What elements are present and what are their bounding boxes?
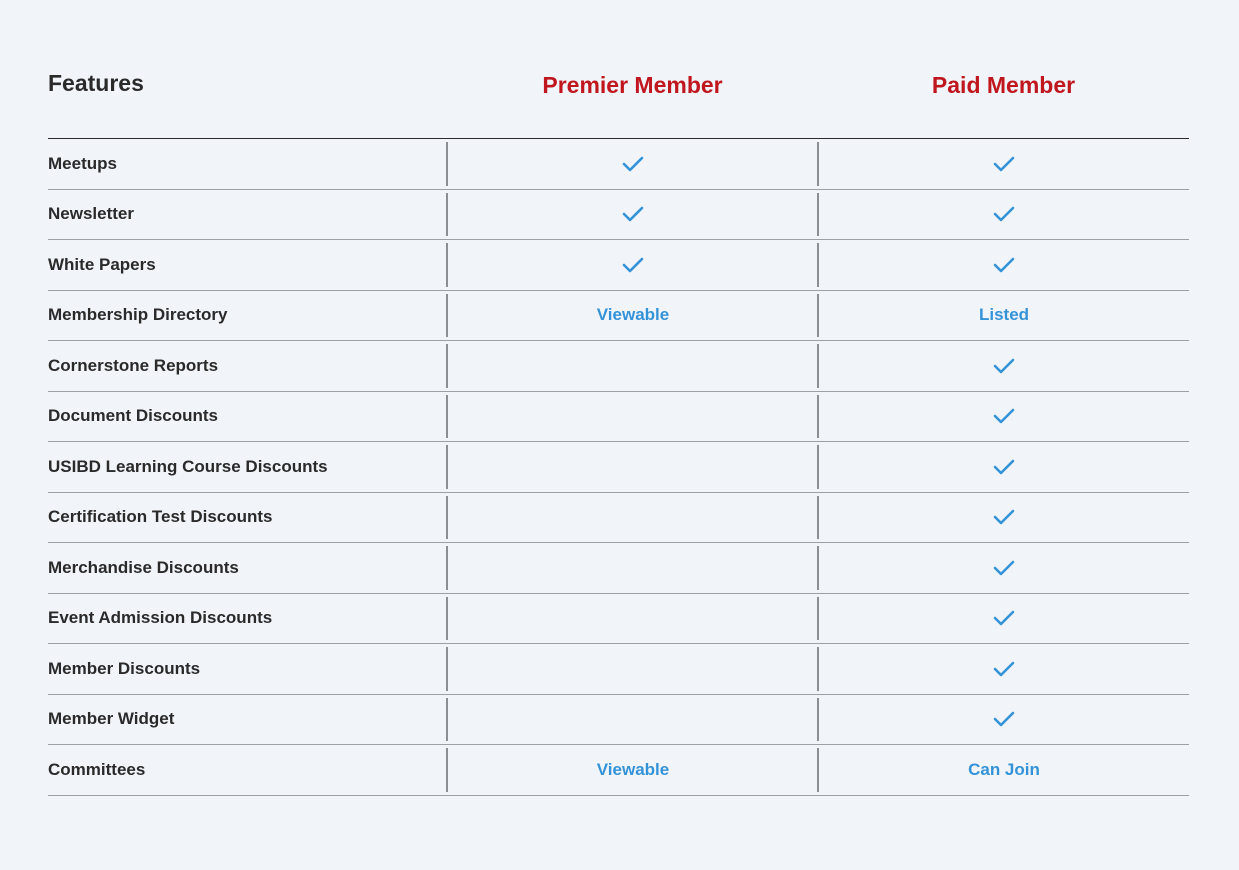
premier-value: Viewable — [596, 305, 670, 325]
paid-cell — [817, 142, 1189, 186]
feature-label: Membership Directory — [48, 305, 228, 325]
check-icon — [993, 256, 1015, 274]
premier-cell — [446, 294, 818, 338]
premier-cell — [446, 445, 818, 489]
premier-cell — [446, 597, 818, 641]
feature-label: Cornerstone Reports — [48, 355, 219, 375]
feature-label: Document Discounts — [48, 406, 219, 426]
premier-cell — [446, 698, 818, 742]
features-heading: Features — [48, 70, 144, 96]
check-icon — [622, 205, 644, 223]
paid-cell — [817, 647, 1189, 691]
paid-value: Can Join — [968, 759, 1040, 779]
premier-cell — [446, 395, 818, 439]
check-icon — [993, 458, 1015, 476]
check-icon — [993, 660, 1015, 678]
check-icon — [993, 609, 1015, 627]
table-row — [48, 543, 1189, 594]
table-header — [48, 70, 1189, 139]
paid-value: Listed — [978, 305, 1030, 325]
premier-cell — [446, 344, 818, 388]
feature-label: Certification Test Discounts — [48, 507, 273, 527]
paid-cell — [817, 193, 1189, 237]
feature-label: Merchandise Discounts — [48, 557, 239, 577]
paid-cell — [817, 698, 1189, 742]
table-row — [48, 493, 1189, 544]
feature-label: White Papers — [48, 254, 156, 274]
table-row — [48, 594, 1189, 645]
feature-label: Newsletter — [48, 204, 134, 224]
table-row — [48, 644, 1189, 695]
premier-cell — [446, 647, 818, 691]
feature-label: Event Admission Discounts — [48, 608, 273, 628]
paid-cell — [817, 243, 1189, 287]
premier-cell — [446, 243, 818, 287]
feature-label: USIBD Learning Course Discounts — [48, 456, 328, 476]
paid-cell — [817, 344, 1189, 388]
feature-label: Meetups — [48, 153, 117, 173]
table-row — [48, 291, 1189, 342]
table-body — [48, 139, 1189, 796]
premier-cell — [446, 748, 818, 792]
paid-cell — [817, 546, 1189, 590]
premier-cell — [446, 546, 818, 590]
paid-cell — [817, 496, 1189, 540]
feature-label: Member Widget — [48, 709, 175, 729]
paid-cell — [817, 395, 1189, 439]
check-icon — [993, 205, 1015, 223]
check-icon — [993, 407, 1015, 425]
feature-label: Committees — [48, 759, 146, 779]
check-icon — [622, 155, 644, 173]
premier-value: Viewable — [596, 759, 670, 779]
table-row — [48, 341, 1189, 392]
check-icon — [993, 508, 1015, 526]
table-row — [48, 139, 1189, 190]
feature-label: Member Discounts — [48, 658, 201, 678]
table-row — [48, 442, 1189, 493]
table-row — [48, 240, 1189, 291]
check-icon — [993, 559, 1015, 577]
table-row — [48, 695, 1189, 746]
check-icon — [993, 155, 1015, 173]
table-row — [48, 190, 1189, 241]
paid-cell — [817, 597, 1189, 641]
premier-cell — [446, 496, 818, 540]
table-row — [48, 745, 1189, 796]
check-icon — [993, 357, 1015, 375]
premier-cell — [446, 193, 818, 237]
premier-member-heading: Premier Member — [542, 72, 723, 98]
premier-cell — [446, 142, 818, 186]
paid-cell — [817, 748, 1189, 792]
paid-cell — [817, 445, 1189, 489]
check-icon — [993, 710, 1015, 728]
paid-cell — [817, 294, 1189, 338]
check-icon — [622, 256, 644, 274]
paid-member-heading: Paid Member — [931, 72, 1076, 98]
table-row — [48, 392, 1189, 443]
comparison-table — [48, 70, 1189, 796]
